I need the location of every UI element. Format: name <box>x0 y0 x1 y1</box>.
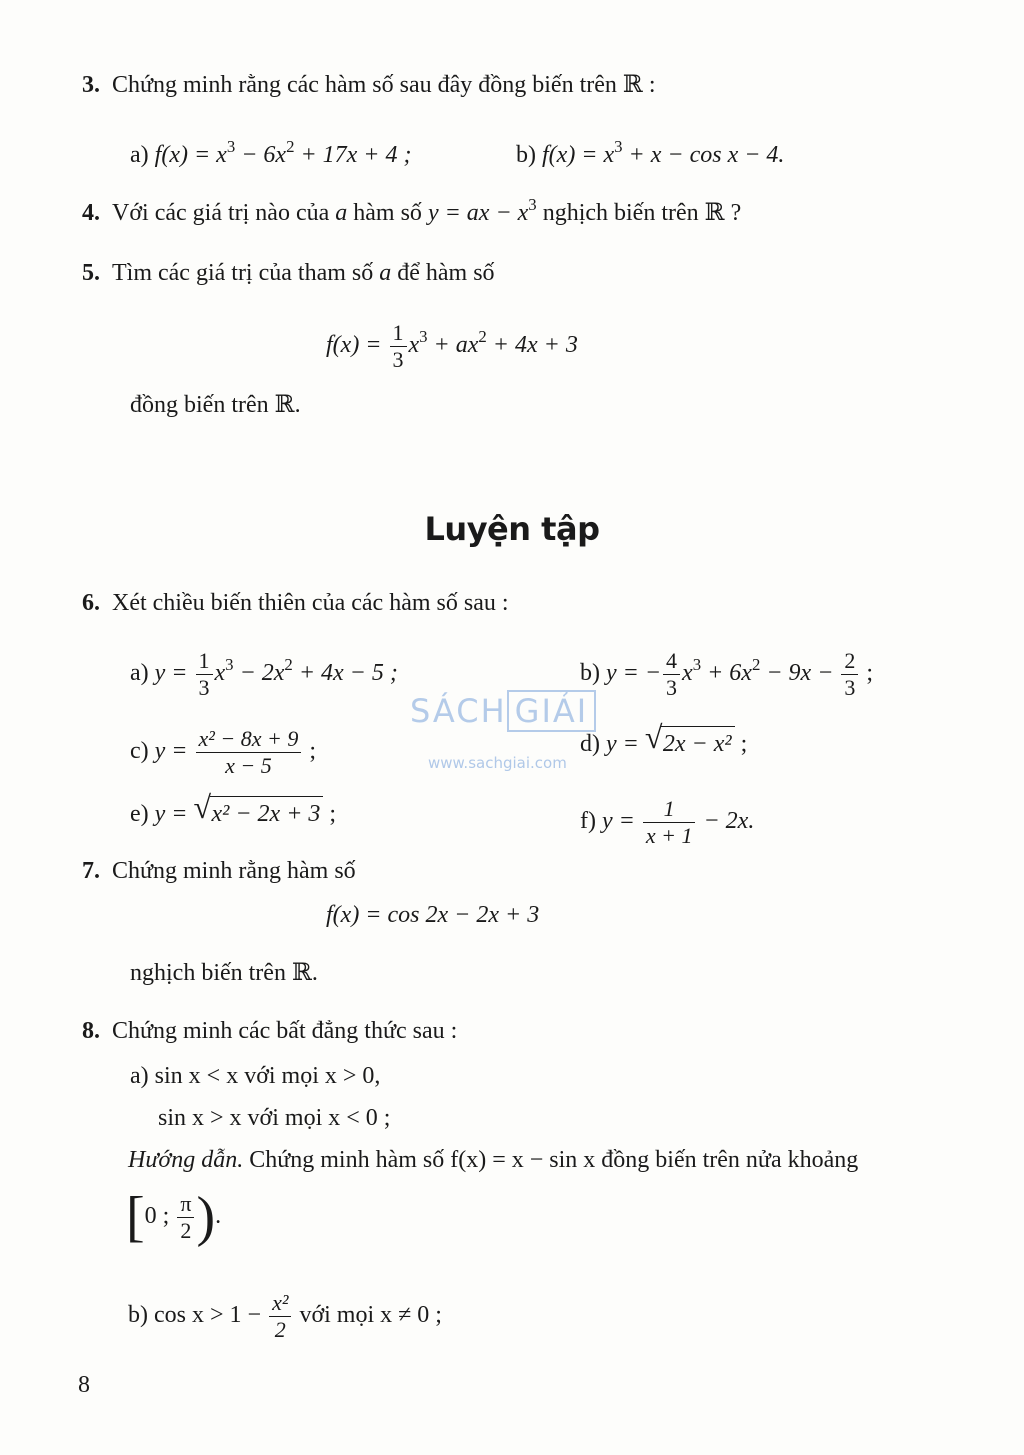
formula-part: y = <box>601 808 641 835</box>
fraction: $\frac{1}{3}$ <box>390 320 407 373</box>
formula-part: y = ax − x <box>427 200 529 226</box>
problem-5-tail: đồng biến trên ℝ. <box>130 392 301 418</box>
problem-text: nghịch biến trên ℝ ? <box>536 200 742 226</box>
item-label: f) <box>580 808 596 835</box>
problem-8b <box>128 1290 442 1343</box>
problem-text: Chứng minh rằng các hàm số sau đây đồng biến trên ℝ : <box>112 72 656 98</box>
fraction: $\frac{\text{x²}}{2}$ <box>269 1290 291 1343</box>
problem-3a: a) $f(x) = x^3 - 6x^2 + 17x + 4$ ; <box>130 136 412 168</box>
fraction: $\frac{\text{x² − 8x + 9}}{x - 5}$ <box>196 726 302 779</box>
formula-part: y = <box>154 801 194 827</box>
problem-3 <box>82 70 656 100</box>
item-label: a) <box>130 142 149 168</box>
item-label: a) <box>130 1063 149 1089</box>
problem-6b: b) y = − $\frac{4}{3}$ $x^3 + 6x^2 - 9x$ − $\frac{2}{3}$ ; <box>580 648 874 700</box>
hint-text: Chứng minh hàm số f(x) = x − sin x đồng biến trên nửa khoảng <box>243 1147 859 1173</box>
problem-number: 6. <box>82 590 100 616</box>
problem-text: để hàm số <box>391 260 495 286</box>
problem-7 <box>82 856 356 886</box>
formula-part: ; <box>303 738 317 765</box>
formula-part: + 17x + 4 ; <box>294 142 412 168</box>
variable: a <box>379 260 392 286</box>
formula-part: − 6x <box>235 142 287 168</box>
problem-6d <box>580 719 748 759</box>
problem-3b: b) $f(x) = x^3 + x - \cos x - 4$. <box>516 136 785 168</box>
watermark-logo: SÁCH GIẢI <box>410 690 596 732</box>
formula-part: − 2x <box>233 660 285 687</box>
problem-number: 3. <box>82 72 100 98</box>
item-label: b) <box>580 660 600 687</box>
formula-part: ; <box>734 731 748 757</box>
interval-left: 0 ; <box>144 1203 176 1229</box>
item-label: b) <box>128 1302 148 1329</box>
formula-part: x <box>408 332 420 359</box>
problem-8 <box>82 1016 457 1046</box>
inequality: sin x > x với mọi x < 0 ; <box>158 1105 391 1131</box>
variable: a <box>335 200 348 226</box>
problem-4: 4. Với các giá trị nào của a hàm số y = ax − $x^3$ nghịch biến trên ℝ ? <box>82 194 742 226</box>
page-number: 8 <box>78 1372 90 1398</box>
problem-number: 4. <box>82 200 100 226</box>
formula-part: ; <box>860 660 874 687</box>
fraction: $\frac{1}{3}$ <box>196 648 213 701</box>
problem-text: Với các giá trị nào của <box>112 200 336 226</box>
formula-part: với mọi x ≠ 0 ; <box>293 1302 442 1329</box>
problem-5 <box>82 258 495 288</box>
fraction: $\frac{2}{3}$ <box>841 648 858 701</box>
inequality: sin x < x với mọi x > 0, <box>154 1063 381 1089</box>
formula-part: + 4x − 5 ; <box>292 660 398 687</box>
hint <box>128 1145 858 1175</box>
formula-part: + 4x + 3 <box>486 332 578 359</box>
problem-text: hàm số <box>347 200 428 226</box>
square-root: √ 2x − x² <box>645 726 735 759</box>
formula-part: + ax <box>427 332 479 359</box>
problem-6 <box>82 588 509 618</box>
fraction: $\frac{1}{x + 1}$ <box>643 796 696 849</box>
item-label: d) <box>580 731 600 757</box>
formula-part: f(x) = <box>326 332 388 359</box>
formula-part: f(x) = x <box>542 142 615 168</box>
formula-part: y = − <box>606 660 662 687</box>
fraction: $\frac{\pi}{2}$ <box>177 1191 194 1244</box>
problem-6a: a) y = $\frac{1}{3}$ $x^3 - 2x^2 + 4x - 5$ ; <box>130 648 398 700</box>
formula-part: y = <box>606 731 645 757</box>
problem-5-formula: f(x) = $\frac{1}{3}$ $x^3 + ax^2 + 4x + 3$ <box>326 320 578 372</box>
formula-part: f(x) = x <box>154 142 227 168</box>
formula-part: − 2x. <box>697 808 755 835</box>
formula-part: x <box>214 660 226 687</box>
problem-7-formula: f(x) = cos 2x − 2x + 3 <box>326 902 540 928</box>
problem-6e <box>130 789 337 829</box>
interval-end: . <box>215 1203 222 1229</box>
hint-label: Hướng dẫn. <box>128 1147 244 1173</box>
square-root: √ x² − 2x + 3 <box>194 796 324 829</box>
interval: [0 ; $\frac{\pi}{2}$ ). <box>126 1186 222 1249</box>
formula-part: x <box>682 660 693 687</box>
formula-part: − 9x − <box>760 660 840 687</box>
item-label: a) <box>130 660 149 687</box>
problem-text: Tìm các giá trị của tham số <box>112 260 380 286</box>
watermark-url: www.sachgiai.com <box>428 754 567 772</box>
formula-part: ; <box>323 801 337 827</box>
problem-number: 7. <box>82 858 100 884</box>
formula-part: cos x > 1 − <box>154 1302 268 1329</box>
problem-6f <box>580 796 754 849</box>
fraction: $\frac{4}{3}$ <box>663 648 680 701</box>
problem-text: Chứng minh rằng hàm số <box>112 858 356 884</box>
formula-part: + x − cos x − 4. <box>622 142 785 168</box>
problem-text: Xét chiều biến thiên của các hàm số sau : <box>112 590 509 616</box>
problem-text: Chứng minh các bất đẳng thức sau : <box>112 1018 458 1044</box>
formula-part: + 6x <box>701 660 752 687</box>
problem-8a <box>130 1061 380 1091</box>
section-title: Luyện tập <box>424 510 600 548</box>
item-label: c) <box>130 738 149 765</box>
item-label: e) <box>130 801 149 827</box>
problem-number: 8. <box>82 1018 100 1044</box>
formula-part: y = <box>154 660 194 687</box>
problem-7-tail: nghịch biến trên ℝ. <box>130 960 318 986</box>
formula-part: y = <box>154 738 194 765</box>
problem-6c <box>130 726 316 779</box>
item-label: b) <box>516 142 536 168</box>
problem-number: 5. <box>82 260 100 286</box>
